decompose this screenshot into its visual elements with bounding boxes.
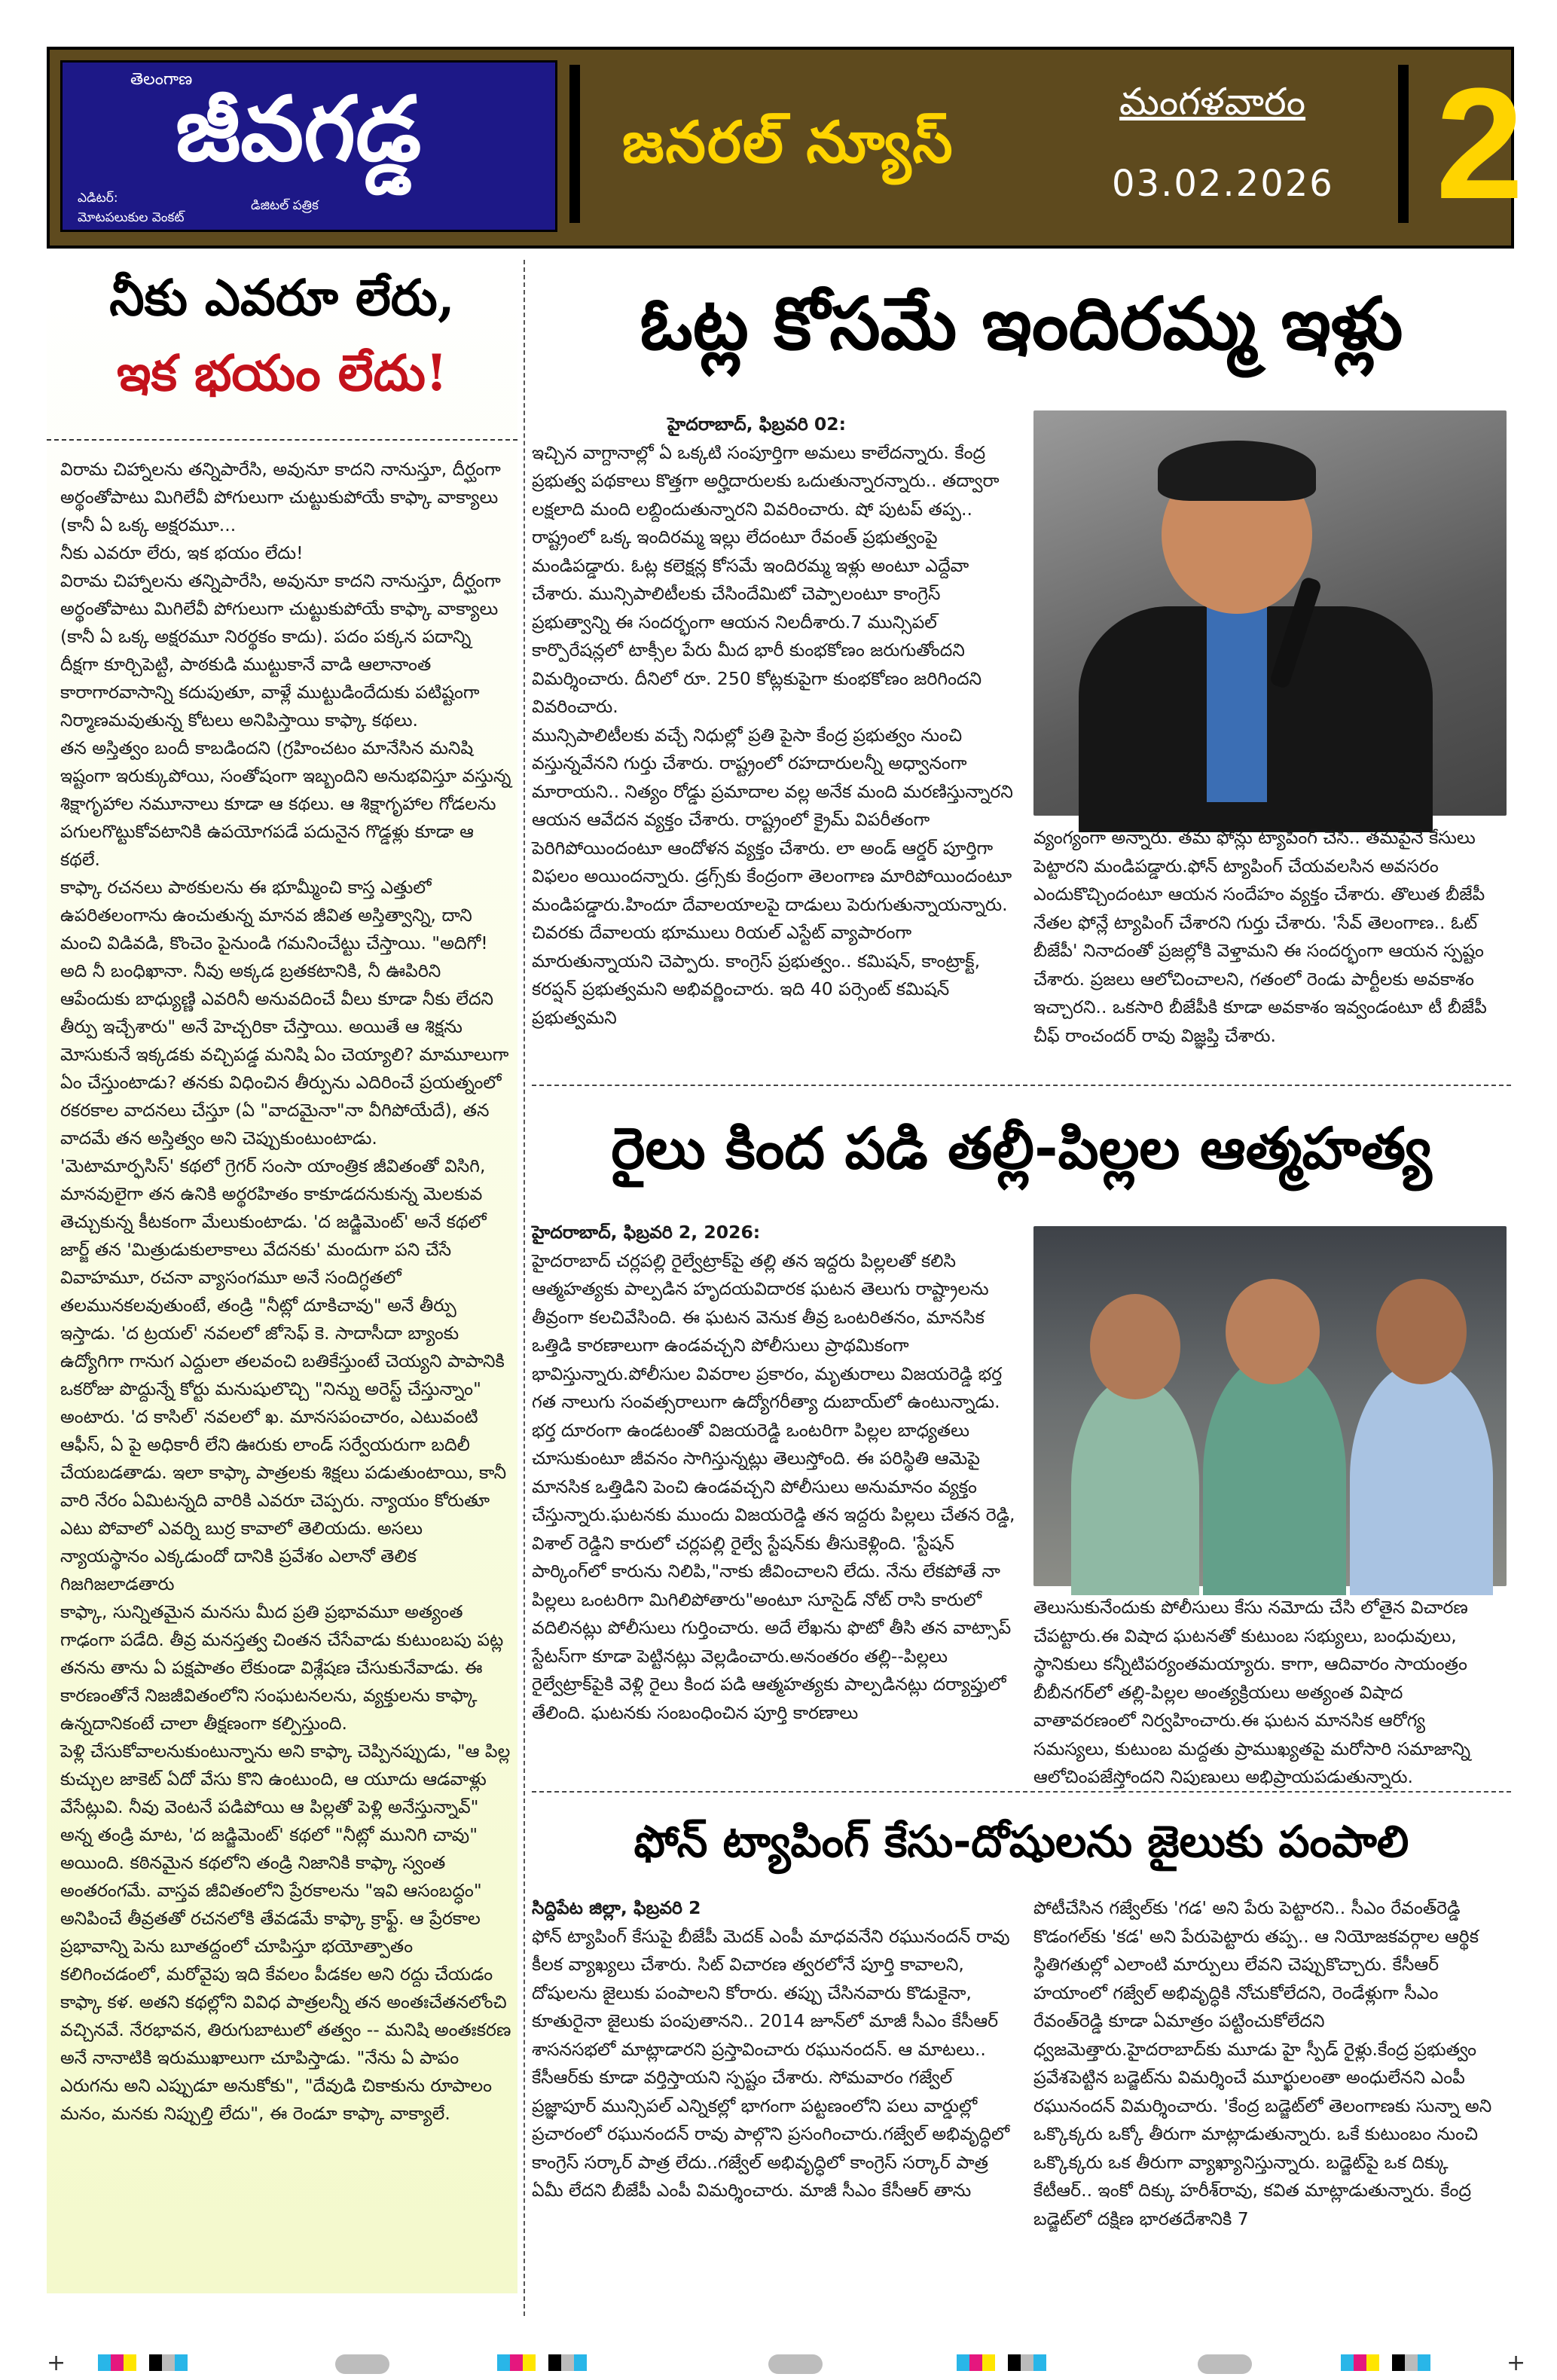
article2-dateline: హైదరాబాద్, ఫిబ్రవరి 2, 2026: (532, 1222, 761, 1243)
crosshair-icon: + (1507, 2350, 1526, 2376)
column-divider (524, 260, 525, 2316)
color-bar (1341, 2354, 1430, 2371)
paragraph: హైదరాబాద్ చర్లపల్లి రైల్వేట్రాక్‌పై తల్లి తన ఇద్దరు పిల్లలతో కలిసి ఆత్మహత్యకు పాల్పడిన హృదయవిదారక ఘటన తెలుగు రాష్ట్రాలను తీవ్రంగా కలచివేసింది. ఈ ఘటన వెనుక తీవ్ర ఒంటరితనం, మానసిక ఒత్తిడి కారణాలుగా ఉండవచ్చని పోలీసులు ప్రాథమికంగా భావిస్తున్నారు.పోలీసుల వివరాల ప్రకారం, మృతురాలు విజయరెడ్డి భర్త గత నాలుగు సంవత్సరాలుగా ఉద్యోగరీత్యా దుబాయ్‌లో ఉంటున్నాడు. భర్త దూరంగా ఉండటంతో విజయరెడ్డి ఒంటరిగా పిల్లల బాధ్యతలు చూసుకుంటూ జీవనం సాగిస్తున్నట్లు తెలుస్తోంది. ఈ పరిస్థితి ఆమెపై మానసిక ఒత్తిడిని పెంచి ఉండవచ్చని పోలీసులు అనుమానం వ్యక్తం చేస్తున్నారు.ఘటనకు ముందు విజయరెడ్డి తన ఇద్దరు పిల్లలు చేతన రెడ్డి, విశాల్ రెడ్డిని కారులో చర్లపల్లి రైల్వే స్టేషన్‌కు తీసుకెళ్లింది. 'స్టేషన్ పార్కింగ్‌లో కారును నిలిపి,"నాకు జీవించాలని లేదు. నేను లేకపోతే నా పిల్లలు ఒంటరిగా మిగిలిపోతారు"అంటూ సూసైడ్ నోట్ రాసి కారులో వదిలినట్లు పోలీసులు గుర్తించారు. అదే లేఖను ఫొటో తీసి తన వాట్సాప్ స్టేటస్‌గా కూడా పెట్టినట్లు వెల్లడించారు.అనంతరం తల్లి--పిల్లలు రైల్వేట్రాక్‌పైకి వెళ్లి రైలు కింద పడి ఆత్మహత్యకు పాల్పడినట్లు దర్యాప్తులో తేలింది. ఘటనకు సంబంధించిన పూర్తి కారణాలు (532, 1250, 1015, 1723)
paragraph: కాఫ్కా, సున్నితమైన మనసు మీద ప్రతి ప్రభావమూ అత్యంత గాఢంగా పడేది. తీవ్ర మనస్తత్వ చింతన చేసేవాడు కుటుంబపు పట్ల తనను తాను ఏ పక్షపాతం లేకుండా విశ్లేషణ చేసుకునేవాడు. ఈ కారణంతోనే నిజజీవితంలోని సంఘటనలను, వ్యక్తులను కాఫ్కా ఉన్నదానికంటే చాలా తీక్షణంగా కల్పిస్తుంది. (60, 1601, 504, 1734)
print-registration-marks (0, 2350, 1557, 2380)
paragraph: విరామ చిహ్నాలను తన్నిపారేసి, అవునూ కాదని నానుస్తూ, దీర్ఘంగా అర్థంతోపాటు మిగిలేవీ పోగులుగా చుట్టుకుపోయే కాఫ్కా వాక్యాలు (కానీ ఏ ఒక్క అక్షరమూ నిరర్థకం కాదు). పదం పక్కన పదాన్ని దీక్షగా కూర్చిపెట్టి, పాఠకుడి ముట్టుకానే వాడి ఆలానాంత కారాగారవాసాన్ని కదుపుతూ, వాళ్లే ముట్టుడిందేదుకు పటిష్టంగా నిర్మాణమవుతున్న కోటలు అనిపిస్తాయి కాఫ్కా కథలు. (60, 570, 501, 731)
registration-pill (1198, 2354, 1252, 2374)
article3-dateline: సిద్దిపేట జిల్లా, ఫిబ్రవరి 2 (532, 1897, 701, 1918)
masthead-divider (1398, 65, 1409, 223)
article2-headline: రైలు కింద పడి తల్లీ-పిల్లల ఆత్మహత్య (611, 1115, 1432, 1182)
article1-col1 (532, 410, 1021, 1066)
paragraph: తన అస్తిత్వం బందీ కాబడిందని (గ్రహించటం మానేసిన మనిషి ఇష్టంగా ఇరుక్కుపోయి, సంతోషంగా ఇబ్బందిని అనుభవిస్తూ వస్తున్న శిక్షాగృహాల నమూనాలు కూడా ఆ కథలు. ఆ శిక్షాగృహాల గోడలను పగులగొట్టుకోవటానికి ఉపయోగపడే పదునైన గొడ్డళ్లు కూడా ఆ కథలే. (60, 737, 511, 870)
color-bar (957, 2354, 1046, 2371)
divider (532, 1085, 1511, 1086)
left-article-headline (47, 260, 517, 410)
paragraph: ఫోన్ ట్యాపింగ్ కేసుపై బీజేపీ మెదక్ ఎంపీ మాధవనేని రఘునందన్ రావు కీలక వ్యాఖ్యలు చేశారు. సిట్ విచారణ త్వరలోనే పూర్తి కావాలని, దోషులను జైలుకు పంపాలని కోరారు. తప్పు చేసినవారు కొడుకైనా, కూతురైనా జైలుకు పంపుతానని.. 2014 జూన్‌లో మాజీ సీఎం కేసీఆర్ శాసనసభలో మాట్లాడారని ప్రస్తావించారు రఘునందన్. ఆ మాటలు.. కేసీఆర్‌కు కూడా వర్తిస్తాయని స్పష్టం చేశారు. సోమవారం గజ్వేల్ ప్రజ్ఞాపూర్ మున్సిపల్ ఎన్నికల్లో భాగంగా పట్టణంలోని పలు వార్డుల్లో ప్రచారంలో రఘునందన్ రావు పాల్గొని ప్రసంగించారు.గజ్వేల్ అభివృద్ధిలో కాంగ్రెస్ సర్కార్ పాత్ర లేదు..గజ్వేల్ అభివృద్ధిలో కాంగ్రెస్ సర్కార్ పాత్ర ఏమీ లేదని బీజేపీ ఎంపీ విమర్శించారు. మాజీ సీఎం కేసీఆర్ తాను (532, 1925, 1010, 2201)
paragraph: విరామ చిహ్నాలను తన్నిపారేసి, అవునూ కాదని నానుస్తూ, దీర్ఘంగా అర్థంతోపాటు మిగిలేవీ పోగులుగా చుట్టుకుపోయే కాఫ్కా వాక్యాలు (కానీ ఏ ఒక్క అక్షరమూ... (60, 459, 501, 536)
issue-date: 03.02.2026 (1112, 163, 1334, 205)
article1-photo (1033, 410, 1507, 816)
article3-col2 (1033, 1894, 1507, 2297)
left-headline-line1: నీకు ఎవరూ లేరు, (109, 268, 455, 327)
color-bar (497, 2354, 587, 2371)
paragraph: మున్సిపాలిటీలకు వచ్చే నిధుల్లో ప్రతి పైసా కేంద్ర ప్రభుత్వం నుంచి వస్తున్నవేనని గుర్తు చేశారు. రాష్ట్రంలో రహదారులన్నీ అధ్వానంగా మారాయని.. నిత్యం రోడ్డు ప్రమాదాల వల్ల అనేక మంది మరణిస్తున్నారని ఆయన ఆవేదన వ్యక్తం చేశారు. రాష్ట్రంలో క్రైమ్ విపరీతంగా పెరిగిపోయిందంటూ ఆందోళన వ్యక్తం చేశారు. లా అండ్ ఆర్డర్ పూర్తిగా విఫలం అయిందన్నారు. డ్రగ్స్‌కు కేంద్రంగా తెలంగాణ మారిపోయిందంటూ మండిపడ్డారు.హిందూ దేవాలయాలపై దాడులు పెరుగుతున్నాయన్నారు. చివరకు దేవాలయ భూములు రియల్ ఎస్టేట్ వ్యాపారంగా మారుతున్నాయని చెప్పారు. కాంగ్రెస్ ప్రభుత్వం.. కమిషన్, కాంట్రాక్ట్, కరప్షన్ ప్రభుత్వమని అభివర్ణించారు. ఇది 40 పర్సెంట్ కమిషన్ ప్రభుత్వమని (532, 724, 1013, 1028)
editor-name: మోటపలుకుల వెంకట్ (78, 210, 185, 225)
paragraph: 'మెటామార్ఫసిస్' కథలో గ్రెగర్ సంసా యాంత్రిక జీవితంతో విసిగి, మానవులైగా తన ఉనికి అర్థరహితం కాకూడదనుకున్న మెలకువ తెచ్చుకున్న కీటకంగా మేలుకుంటాడు. 'ద జడ్జిమెంట్' అనే కథలో జార్జ్ తన 'మిత్రుడుకులాకాలు వేదనకు' మందుగా పని చేసే వివాహమూ, రచనా వ్యాసంగమూ అనే సందిగ్ధతలో తలమునకలవుతుంటే, తండ్రి "నీట్లో దూకిచావు" అనే తీర్పు ఇస్తాడు. 'ద ట్రయల్' నవలలో జోసెఫ్ కె. సాదాసీదా బ్యాంకు ఉద్యోగిగా గానుగ ఎద్దులా తలవంచి బతికేస్తుంటే చెయ్యని పాపానికి ఒకరోజు పొద్దున్నే కోర్టు మనుషులొచ్చి "నిన్ను అరెస్ట్ చేస్తున్నాం" అంటారు. 'ద కాసిల్' నవలలో ఖ. మానసపంచారం, ఎటువంటి ఆఫీస్, ఏ పై అధికారీ లేని ఊరుకు లాండ్ సర్వేయరుగా బదిలీ చేయబడతాడు. ఇలా కాఫ్కా పాత్రలకు శిక్షలు పడుతుంటాయి, కానీ వారి నేరం ఏమిటన్నది వారికి ఎవరూ చెప్పరు. న్యాయం కోరుతూ ఎటు పోవాలో ఎవర్ని బుర్ర కావాలో తెలియదు. అసలు న్యాయస్థానం ఎక్కడుందో దానికి ప్రవేశం ఎలానో తెలిక గిజగిజలాడతారు (60, 1155, 507, 1594)
article3-headline: ఫోన్ ట్యాపింగ్ కేసు-దోషులను జైలుకు పంపాలి (633, 1816, 1409, 1867)
paragraph: నీకు ఎవరూ లేరు, ఇక భయం లేదు! (60, 542, 304, 563)
article2-col1 (532, 1219, 1021, 1776)
paragraph: ఇచ్చిన వాగ్దానాల్లో ఏ ఒక్కటి సంపూర్తిగా అమలు కాలేదన్నారు. కేంద్ర ప్రభుత్వ పథకాలు కొత్తగా అర్హిదారులకు ఒదుతున్నారన్నారు.. తద్వారా లక్షలాది మంది లబ్దిందుతున్నారని వివరించారు. షో పుటప్ తప్ప.. రాష్ట్రంలో ఒక్క ఇందిరమ్మ ఇల్లు లేదంటూ రేవంత్ ప్రభుత్వంపై మండిపడ్డారు. ఓట్ల కలెక్షన్ల కోసమే ఇందిరమ్మ ఇళ్లు అంటూ ఎద్దేవా చేశారు. మున్సిపాలిటీలకు చేసిందేమిటో చెప్పాలంటూ కాంగ్రెస్ ప్రభుత్వాన్ని ఈ సందర్భంగా ఆయన నిలదీశారు.7 మున్సిపల్ కార్పొరేషన్లలో టాక్సీల పేరు మీద భారీ కుంభకోణం జరుగుతోందని విమర్శించారు. దీనిలో రూ. 250 కోట్లకుపైగా కుంభకోణం జరిగిందని వివరించారు. (532, 441, 1000, 717)
divider (47, 439, 517, 441)
masthead-divider (569, 65, 580, 223)
article1-dateline: హైదరాబాద్, ఫిబ్రవరి 02: (667, 413, 847, 435)
article3-col1 (532, 1894, 1014, 2297)
digital-label: డిజిటల్ పత్రిక (251, 198, 319, 213)
divider (532, 1791, 1511, 1793)
paragraph: కాఫ్కా రచనలు పాఠకులను ఈ భూమ్మీంచి కాస్త ఎత్తులో ఉపరితలంగాను ఉంచుతున్న మానవ జీవిత అస్తిత్వాన్ని, దాని మంచి విడివడి, కొంచెం పైనుండి గమనించేట్టు చేస్తాయి. "అదిగో! అది నీ బంధిఖానా. నీవు అక్కడ బ్రతకటానికి, నీ ఊపిరిని ఆపేందుకు బాధ్యుణ్ణి ఎవరినీ అనువదించే వీలు కూడా నీకు లేదని తీర్పు ఇచ్చేశారు" అనే హెచ్చరికా చేస్తాయి. అయితే ఆ శిక్షను మోసుకునే ఇక్కడకు వచ్చిపడ్డ మనిషి ఏం చెయ్యాలి? మామూలుగా ఏం చేస్తుంటాడు? తనకు విధించిన తీర్పును ఎదిరించే ప్రయత్నంలో రకరకాల వాదనలు చేస్తూ (ఏ "వాదమైనా"నా వీగిపోయేదే), తన వాదమే తన అస్తిత్వం అని చెప్పుకుంటుంటాడు. (60, 877, 509, 1149)
paper-logo (60, 60, 557, 232)
article1-headline: ఓట్ల కోసమే ఇందిరమ్మ ఇళ్లు (640, 282, 1403, 366)
left-article-body (60, 456, 512, 2263)
registration-pill (335, 2354, 389, 2374)
masthead (47, 47, 1524, 249)
logo-paper-name: జీవగడ్డ (176, 76, 422, 181)
section-name: జనరల్ న్యూస్ (622, 108, 954, 175)
paragraph: పోటీచేసిన గజ్వేల్‌కు 'గడ' అని పేరు పెట్టారని.. సీఎం రేవంత్‌రెడ్డి కొడంగల్‌కు 'కడ' అని పేరుపెట్టారు తప్ప.. ఆ నియోజకవర్గాల ఆర్థిక స్థితిగతుల్లో ఎలాంటి మార్పులు లేవని చెప్పుకొచ్చారు. కేసీఆర్ హయాంలో గజ్వేల్ అభివృద్ధికి నోచుకోలేదని, రెండేళ్లుగా సీఎం రేవంత్‌రెడ్డి కూడా ఏమాత్రం పట్టించుకోలేదని ధ్వజమెత్తారు.హైదరాబాద్‌కు మూడు హై స్పీడ్ రైళ్లు.కేంద్ర ప్రభుత్వం ప్రవేశపెట్టిన బడ్జెట్‌ను విమర్శించే మూర్ఖులంతా అంధులేనని ఎంపీ రఘునందన్ విమర్శించారు. 'కేంద్ర బడ్జెట్‌లో తెలంగాణకు సున్నా అని ఒక్కొక్కరు ఒక్కో తీరుగా మాట్లాడుతున్నారు. ఒకే కుటుంబం నుంచి ఒక్కొక్కరు ఒక తీరుగా వ్యాఖ్యానిస్తున్నారు. బడ్జెట్‌పై ఒక దిక్కు కేటీఆర్.. ఇంకో దిక్కు హరీశ్‌రావు, కవిత మాట్లాడుతున్నారు. కేంద్ర బడ్జెట్‌లో దక్షిణ భారతదేశానికి 7 (1033, 1897, 1492, 2229)
left-column (47, 260, 517, 2293)
article2-col2 (1033, 1594, 1507, 1787)
registration-pill (768, 2354, 823, 2374)
paragraph: పెళ్లి చేసుకోవాలనుకుంటున్నాను అని కాఫ్కా చెప్పినప్పుడు, "ఆ పిల్ల కుచ్చుల జాకెట్ ఏదో వేసు కొని ఉంటుంది, ఆ యూదు ఆడవాళ్లు వేసేట్లువి. నీవు వెంటనే పడిపోయి ఆ పిల్లతో పెళ్లి అనేస్తున్నావ్" అన్న తండ్రి మాట, 'ద జడ్జిమెంట్' కథలో "నీట్లో మునిగి చావు" అయింది. కఠినమైన కథలోని తండ్రి నిజానికి కాఫ్కా స్వంత అంతరంగమే. వాస్తవ జీవితంలోని ప్రేరకాలను "ఇవి ఆసంబద్ధం" అనిపించే తీవ్రతతో రచనలోకి తేవడమే కాఫ్కా క్రాఫ్ట్. ఆ ప్రేరకాల ప్రభావాన్ని పెను బూతద్దంలో చూపిస్తూ భయోత్పాతం కలిగించడంలో, మరోవైపు ఇది కేవలం పీడకల అని రద్దు చేయడం కాఫ్కా కళ. అతని కథల్లోని వివిధ పాత్రలన్నీ తన అంతఃచేతనలోంచి వచ్చినవే. నేరభావన, తిరుగుబాటులో తత్వం -- మనిషి అంతఃకరణ అనే నానాటికి ఇరుముఖాలుగా చూపిస్తాడు. "నేను ఏ పాపం ఎరుగను అని ఎప్పుడూ అనుకోకు", "దేవుడి చికాకును రూపాలం మనం, మనకు నిప్పుల్తి లేదు", ఈ రెండూ కాఫ్కా వాక్యాలే. (60, 1741, 511, 2124)
article1-col2 (1033, 824, 1507, 1065)
paragraph: వ్యంగ్యంగా అన్నారు. తమ ఫోన్లు ట్యాపింగ్ చేసి.. తమపైనే కేసులు పెట్టారని మండిపడ్డారు.ఫోన్ ట్యాపింగ్ చేయవలసిన అవసరం ఎందుకొచ్చిందంటూ ఆయన సందేహం వ్యక్తం చేశారు. తొలుత బీజేపీ నేతల ఫోన్లే ట్యాపింగ్ చేశారని గుర్తు చేశారు. 'సేవ్ తెలంగాణ.. ఓట్ బీజేపీ' నినాదంతో ప్రజల్లోకి వెళ్తామని ఈ సందర్భంగా ఆయన స్పష్టం చేశారు. ప్రజలు ఆలోచించాలని, గతంలో రెండు పార్టీలకు అవకాశం ఇచ్చారని.. ఒకసారి బీజేపీకి కూడా అవకాశం ఇవ్వండంటూ టీ బీజేపీ చీఫ్ రాంచందర్ రావు విజ్ఞప్తి చేశారు. (1033, 827, 1487, 1046)
issue-day: మంగళవారం (1119, 80, 1306, 124)
logo-state: తెలంగాణ (130, 70, 193, 89)
article2-photo (1033, 1226, 1507, 1586)
paragraph: తెలుసుకునేందుకు పోలీసులు కేసు నమోదు చేసి లోతైన విచారణ చేపట్టారు.ఈ విషాద ఘటనతో కుటుంబ సభ్యులు, బంధువులు, స్థానికులు కన్నీటిపర్యంతమయ్యారు. కాగా, ఆదివారం సాయంత్రం బీబీనగర్‌లో తల్లి-పిల్లల అంత్యక్రియలు అత్యంత విషాద వాతావరణంలో నిర్వహించారు.ఈ ఘటన మానసిక ఆరోగ్య సమస్యలు, కుటుంబ మద్దతు ప్రాముఖ్యతపై మరోసారి సమాజాన్ని ఆలోచింపజేస్తోందని నిపుణులు అభిప్రాయపడుతున్నారు. (1033, 1597, 1471, 1787)
crosshair-icon: + (47, 2350, 66, 2376)
editor-label: ఎడిటర్: (78, 191, 118, 206)
page-number: 2 (1436, 55, 1524, 232)
color-bar (98, 2354, 188, 2371)
left-headline-line2: ఇక భయం లేదు! (117, 343, 447, 402)
